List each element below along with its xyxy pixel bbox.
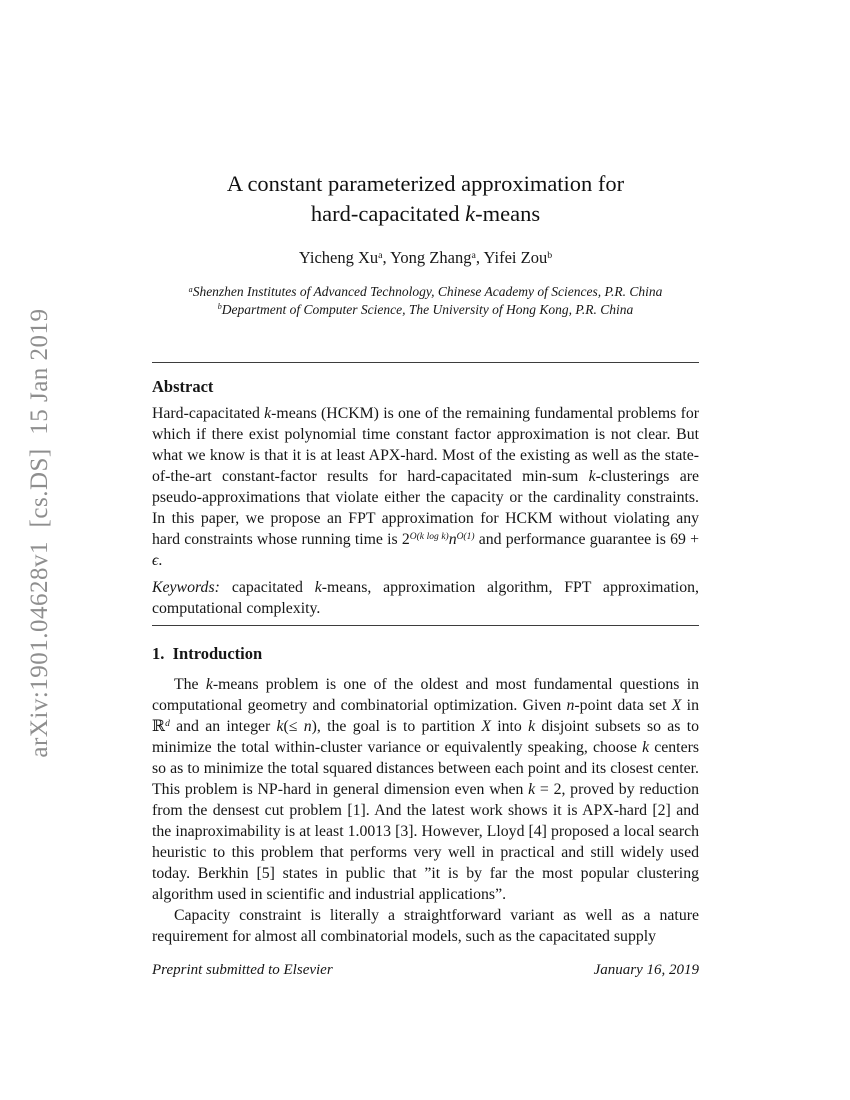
affiliation-b-marker: b: [217, 302, 222, 312]
section-heading-introduction: 1. Introduction: [152, 644, 263, 663]
affiliation-b: [152, 301, 699, 319]
affiliations-block: [152, 283, 699, 318]
abstract-heading: Abstract: [152, 377, 214, 396]
paper-title-line2: hard-capacitated k-means: [310, 201, 541, 226]
intro-paragraph-1: The k-means problem is one of the oldest and most fundamental questions in computational geometry and combinatorial optimization. Given n-point data set X in ℝ$^d$ and an integer k(≤ n), the goal is to partition X into k disjoint subsets so as to minimize the total within-cluster variance or equivalently speaking, choose k centers so as to minimize the total squared distances between each point and its closest center. This problem is NP-hard in general dimension even when k = 2, proved by reduction from the densest cut problem [1]. And the latest work shows it is APX-hard [2] and the inaproximability is at least 1.0013 [3]. However, Lloyd [4] proposed a local search heuristic to this problem that performs very well in practical and still widely used today. Berkhin [5] states in public that ”it is by far the most popular clustering algorithm used in scientific and industrial applications”.: [152, 676, 699, 903]
affiliation-a: [152, 283, 699, 301]
footer-journal-note: Preprint submitted to Elsevier: [152, 962, 333, 978]
paper-title: [152, 169, 699, 229]
paper-title-line1: A constant parameterized approximation for: [226, 171, 625, 196]
affiliation-a-marker: a: [188, 284, 193, 294]
abstract-bottom-rule: [152, 625, 699, 626]
authors-line: Yicheng Xu$^a$, Yong Zhang$^a$, Yifei Zou$^b$: [298, 248, 553, 267]
affiliation-b-text: Department of Computer Science, The University of Hong Kong, P.R. China: [221, 301, 634, 317]
abstract-top-rule: [152, 362, 699, 363]
page-footer: [152, 960, 699, 980]
keywords-line: Keywords: capacitated k-means, approximation algorithm, FPT approximation, computational complexity.: [152, 579, 699, 617]
paper-content: [152, 0, 699, 947]
intro-paragraph-2: Capacity constraint is literally a straightforward variant as well as a nature requirement for almost all combinatorial models, such as the capacitated supply: [152, 907, 699, 945]
footer-date: January 16, 2019: [593, 962, 699, 978]
arxiv-watermark: arXiv:1901.04628v1 [cs.DS] 15 Jan 2019: [26, 308, 53, 758]
affiliation-a-text: Shenzhen Institutes of Advanced Technology, Chinese Academy of Sciences, P.R. China: [192, 284, 663, 299]
abstract-text: Hard-capacitated k-means (HCKM) is one of the remaining fundamental problems for which if there exist polynomial time constant factor approximation is not clear. But what we know is that it is at least APX-hard. Most of the existing as well as the state-of-the-art constant-factor results for hard-capacitated min-sum k-clusterings are pseudo-approximations that violate either the capacity or the cardinality constraints. In this paper, we propose an FPT approximation for HCKM without violating any hard constraints whose running time is $2^{O(k log k)}n^{O(1)}$ and performance guarantee is 69 + ϵ.: [152, 405, 699, 569]
